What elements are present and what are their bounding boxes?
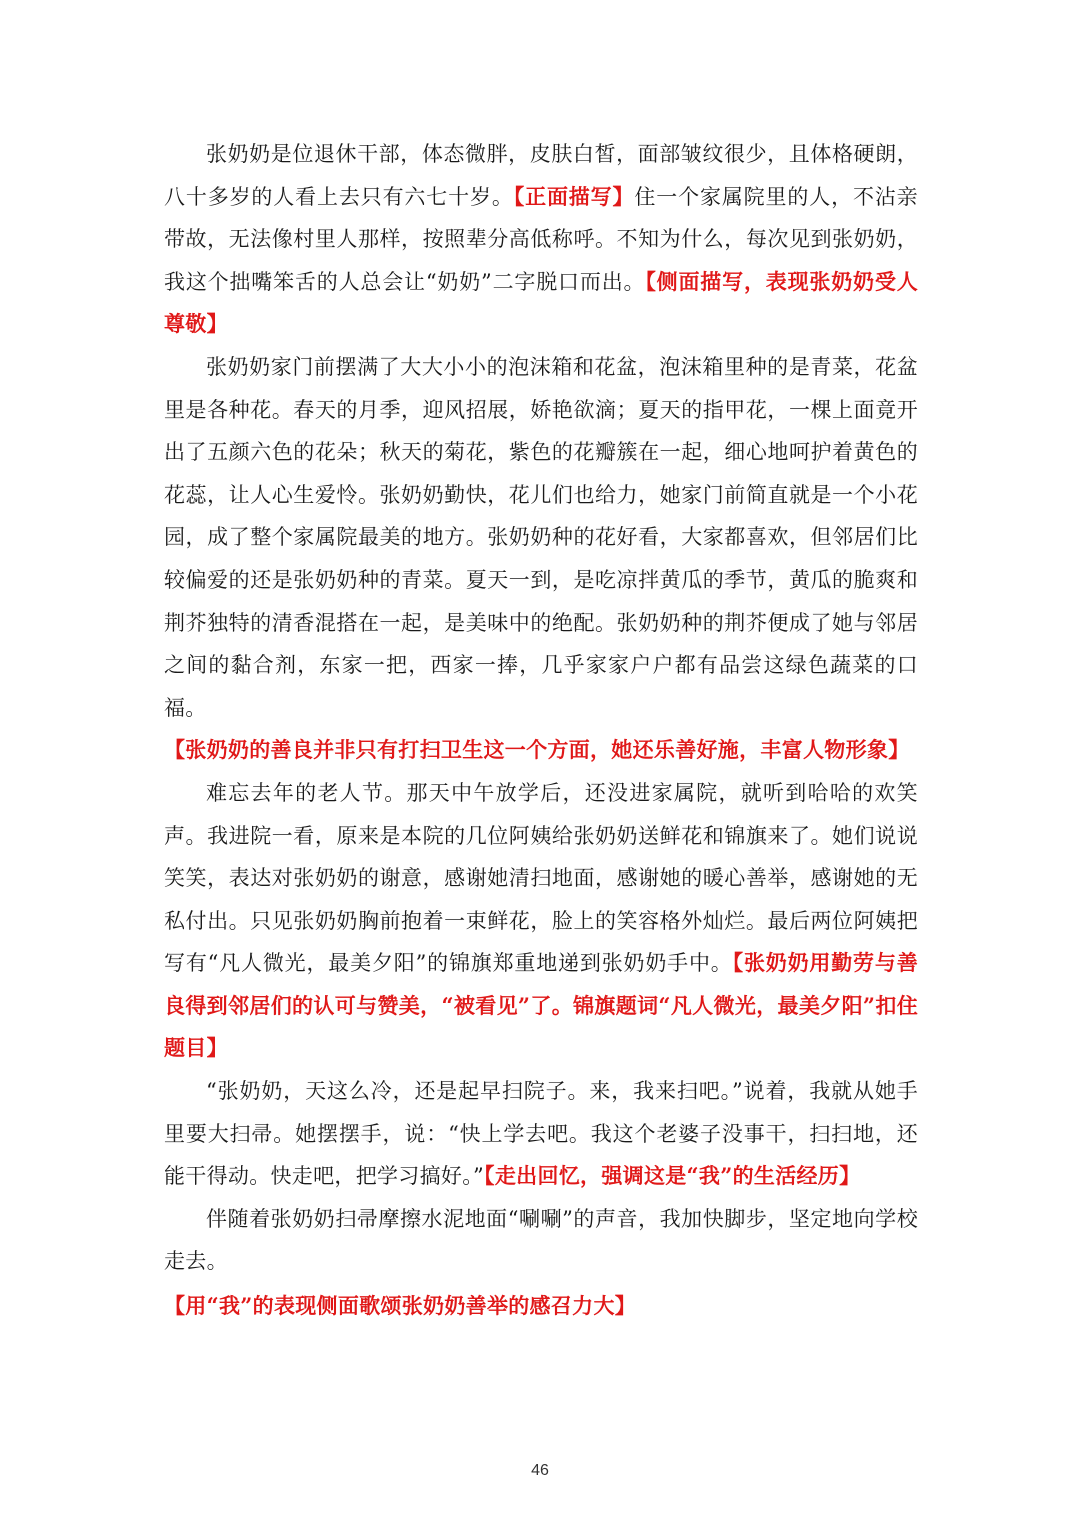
annotation-note: 【用“我”的表现侧面歌颂张奶奶善举的感召力大】 (164, 1293, 637, 1319)
paragraph-final-annotation (164, 1285, 918, 1328)
paragraph-text: “张奶奶，天这么冷，还是起早扫院子。来，我来扫吧。”说着，我就从她手里要大扫帚。她摆摆手，说：“快上学去吧。我这个老婆子没事干，扫扫地，还能干得动。快走吧，把学习搞好。” (164, 1079, 918, 1189)
paragraph-annotation (164, 729, 918, 772)
annotation-note: 【张奶奶的善良并非只有打扫卫生这一个方面，她还乐善好施，丰富人物形象】 (164, 737, 910, 763)
paragraph-garden (164, 346, 918, 729)
annotation-note: 【正面描写】 (513, 183, 635, 209)
page-number: 46 (531, 1462, 549, 1479)
paragraph-text: 住一个家属院里的人，不沾亲带故，无法像村里人那样，按照辈分高低称呼。不知为什么，每次见到张奶奶，我这个拙嘴笨舌的人总会让“奶奶”二字脱口而出。 (164, 184, 918, 294)
paragraph-text: 张奶奶家门前摆满了大大小小的泡沫箱和花盆，泡沫箱里种的是青菜，花盆里是各种花。春天的月季，迎风招展，娇艳欲滴；夏天的指甲花，一棵上面竟开出了五颜六色的花朵；秋天的菊花，紫色的花瓣簇在一起，细心地呵护着黄色的花蕊，让人心生爱怜。张奶奶勤快，花儿们也给力，她家门前简直就是一个小花园，成了整个家属院最美的地方。张奶奶种的花好看，大家都喜欢，但邻居们比较偏爱的还是张奶奶种的青菜。夏天一到，是吃凉拌黄瓜的季节，黄瓜的脆爽和荆芥独特的清香混搭在一起，是美味中的绝配。张奶奶种的荆芥便成了她与邻居之间的黏合剂，东家一把，西家一捧，几乎家家户户都有品尝这绿色蔬菜的口福。 (164, 354, 918, 720)
paragraph-ending (164, 1198, 918, 1283)
paragraph-text: 伴随着张奶奶扫帚摩擦水泥地面“唰唰”的声音，我加快脚步，坚定地向学校走去。 (164, 1206, 918, 1274)
paragraph-text: 张奶奶是位退休干部，体态微胖，皮肤白皙，面部皱纹很少，且体格硬朗，八十多岁的人看上去只有六七十岁。 (164, 142, 918, 209)
annotation-note: 【走出回忆，强调这是“我”的生活经历】 (484, 1163, 861, 1189)
paragraph-text: 难忘去年的老人节。那天中午放学后，还没进家属院，就听到哈哈的欢笑声。我进院一看，原来是本院的几位阿姨给张奶奶送鲜花和锦旗来了。她们说说笑笑，表达对张奶奶的谢意，感谢她清扫地面，感谢她的暖心善举，感谢她的无私付出。只见张奶奶胸前抱着一束鲜花，脸上的笑容格外灿烂。最后两位阿姨把写有“凡人微光，最美夕阳”的锦旗郑重地递到张奶奶手中。 (164, 780, 918, 976)
paragraph-seniors-day (164, 772, 918, 1070)
document-body (164, 133, 918, 1328)
paragraph-dialogue (164, 1070, 918, 1198)
paragraph-description (164, 133, 918, 346)
annotation-note: 【张奶奶用勤劳与善良得到邻居们的认可与赞美，“被看见”了。锦旗题词“凡人微光，最美夕阳”扣住题目】 (164, 950, 918, 1061)
annotation-note: 【侧面描写，表现张奶奶受人尊敬】 (164, 268, 918, 337)
